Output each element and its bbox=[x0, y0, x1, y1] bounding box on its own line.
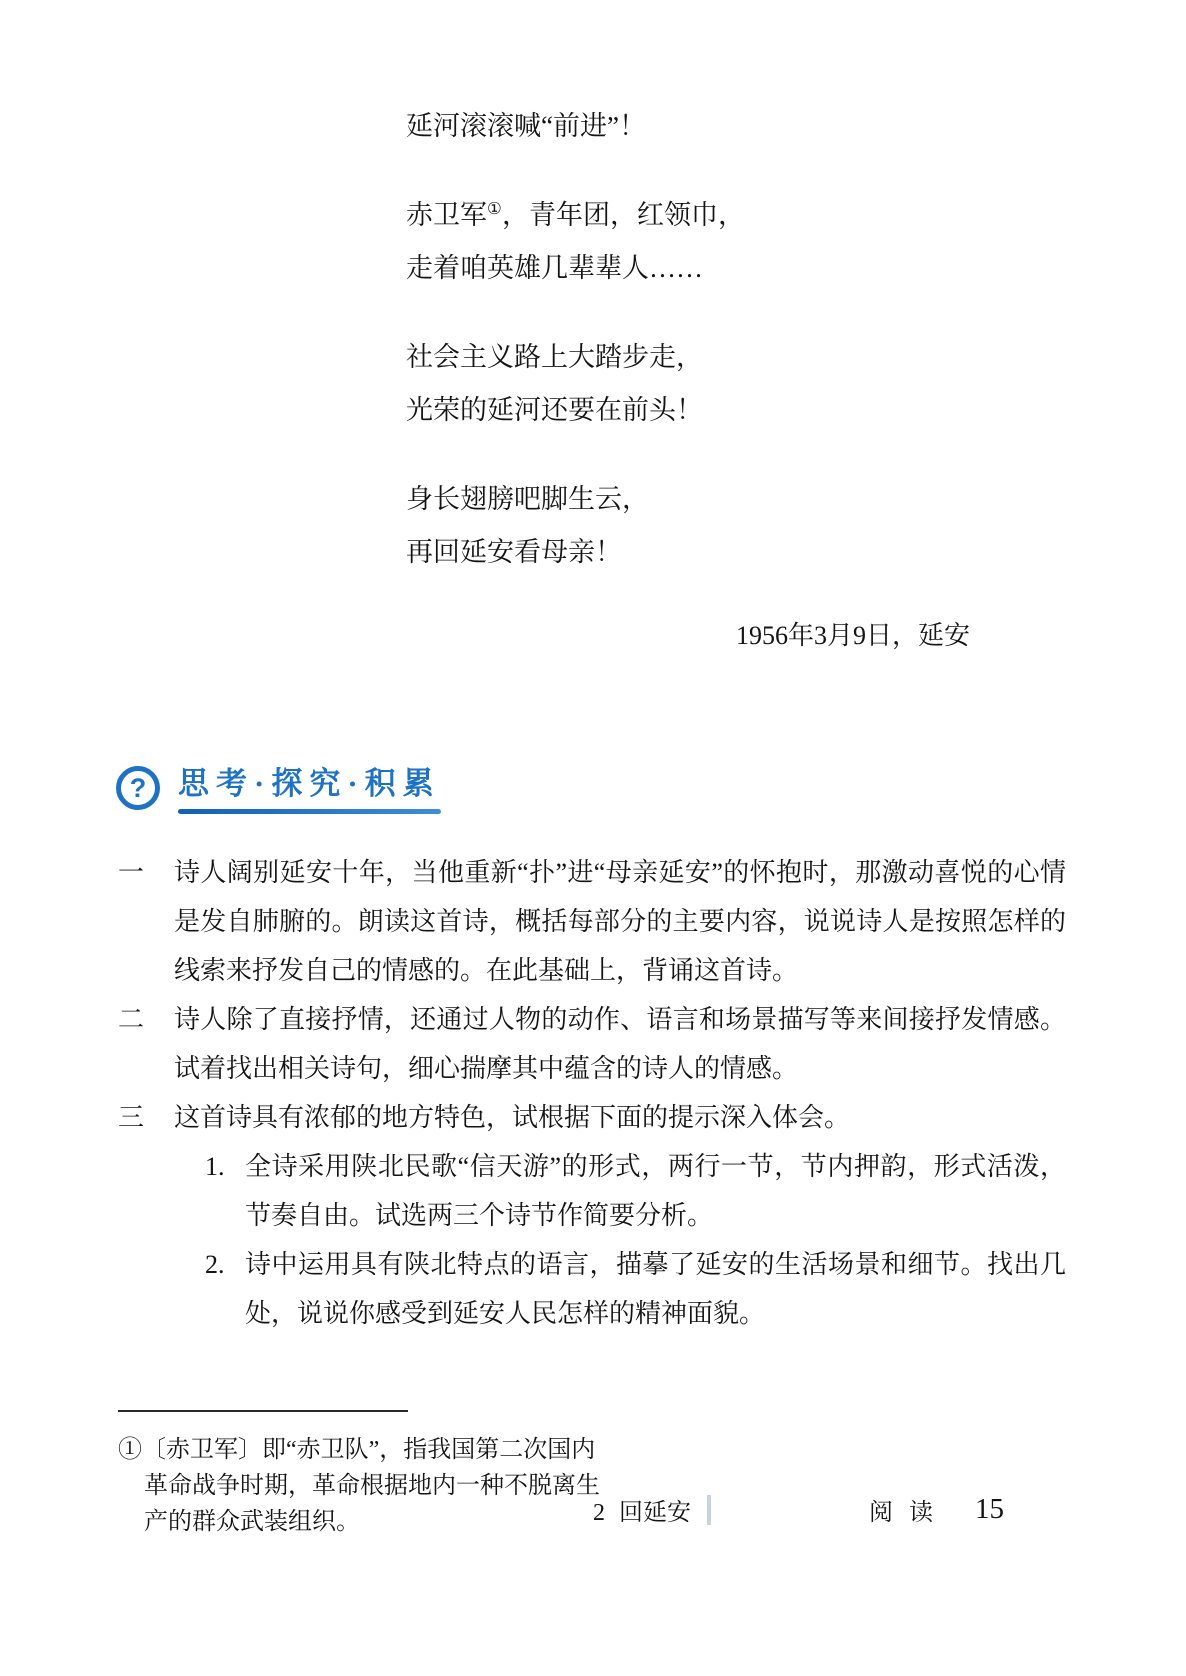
poem-stanza-2 bbox=[406, 189, 1186, 295]
question-text: 诗人阔别延安十年，当他重新“扑”进“母亲延安”的怀抱时，那激动喜悦的心情是发自肺腑的。朗读这首诗，概括每部分的主要内容，说说诗人是按照怎样的线索来抒发自己的情感的。在此基础上，背诵这首诗。 bbox=[174, 858, 1066, 985]
footer-reading-label: 阅读 bbox=[869, 1500, 949, 1526]
poem-stanza-1 bbox=[406, 100, 1186, 153]
poem-body bbox=[406, 0, 1186, 652]
section-title: 思考·探究·积累 bbox=[178, 766, 441, 801]
footer-lesson-label bbox=[593, 1492, 691, 1527]
poem-line: 再回延安看母亲！ bbox=[406, 537, 622, 567]
question-item-1 bbox=[118, 848, 1066, 995]
footnote-line: 革命战争时期，革命根据地内一种不脱离生 bbox=[144, 1473, 600, 1499]
poem-line-text: ，青年团，红领巾， bbox=[502, 200, 746, 230]
questions-list bbox=[118, 848, 1066, 1338]
footnote-line: 产的群众武装组织。 bbox=[144, 1509, 360, 1535]
poem-line: 延河滚滚喊“前进”！ bbox=[406, 111, 646, 141]
section-title-underline bbox=[178, 809, 441, 814]
poem-stanza-4 bbox=[406, 473, 1186, 579]
subquestion-text: 全诗采用陕北民歌“信天游”的形式，两行一节，节内押韵，形式活泼，节奏自由。试选两三个诗节作简要分析。 bbox=[245, 1152, 1066, 1230]
poem-dateline: 1956年3月9日，延安 bbox=[736, 621, 971, 650]
footer-lesson-number: 2 bbox=[593, 1500, 605, 1526]
question-text: 诗人除了直接抒情，还通过人物的动作、语言和场景描写等来间接抒发情感。试着找出相关诗句，细心揣摩其中蕴含的诗人的情感。 bbox=[174, 1005, 1066, 1083]
question-mark-icon: ? bbox=[116, 766, 160, 810]
question-item-2 bbox=[118, 995, 1066, 1093]
poem-line: 光荣的延河还要在前头！ bbox=[406, 395, 703, 425]
section-title-block bbox=[178, 764, 441, 814]
footer-separator bbox=[707, 1495, 711, 1525]
poem-stanza-3 bbox=[406, 331, 1186, 437]
footer-lesson-title: 回延安 bbox=[619, 1500, 691, 1526]
section-header bbox=[116, 764, 1186, 814]
question-text: 这首诗具有浓郁的地方特色，试根据下面的提示深入体会。 bbox=[174, 1103, 851, 1132]
poem-line: 社会主义路上大踏步走， bbox=[406, 342, 703, 372]
poem-line-text: 赤卫军 bbox=[406, 200, 487, 230]
subquestion-text: 诗中运用具有陕北特点的语言，描摹了延安的生活场景和细节。找出几处，说说你感受到延安人民怎样的精神面貌。 bbox=[245, 1250, 1066, 1328]
question-number: 一 bbox=[118, 858, 145, 887]
question-item-3 bbox=[118, 1093, 1066, 1142]
footnote-line: ①〔赤卫军〕即“赤卫队”，指我国第二次国内 bbox=[118, 1437, 596, 1463]
page-footer bbox=[0, 1492, 1186, 1527]
subquestion-item-1 bbox=[205, 1142, 1066, 1240]
footer-page-number: 15 bbox=[975, 1493, 1004, 1525]
subquestion-number: 1. bbox=[205, 1152, 225, 1181]
question-number: 三 bbox=[118, 1103, 145, 1132]
question-number: 二 bbox=[118, 1005, 145, 1034]
subquestion-item-2 bbox=[205, 1240, 1066, 1338]
footnote-ref-marker: ① bbox=[487, 199, 503, 218]
poem-line bbox=[406, 189, 1186, 242]
poem-line: 走着咱英雄几辈辈人…… bbox=[406, 253, 703, 283]
poem-line: 身长翅膀吧脚生云， bbox=[406, 484, 649, 514]
subquestion-number: 2. bbox=[205, 1250, 225, 1279]
footnote-divider bbox=[118, 1410, 408, 1412]
